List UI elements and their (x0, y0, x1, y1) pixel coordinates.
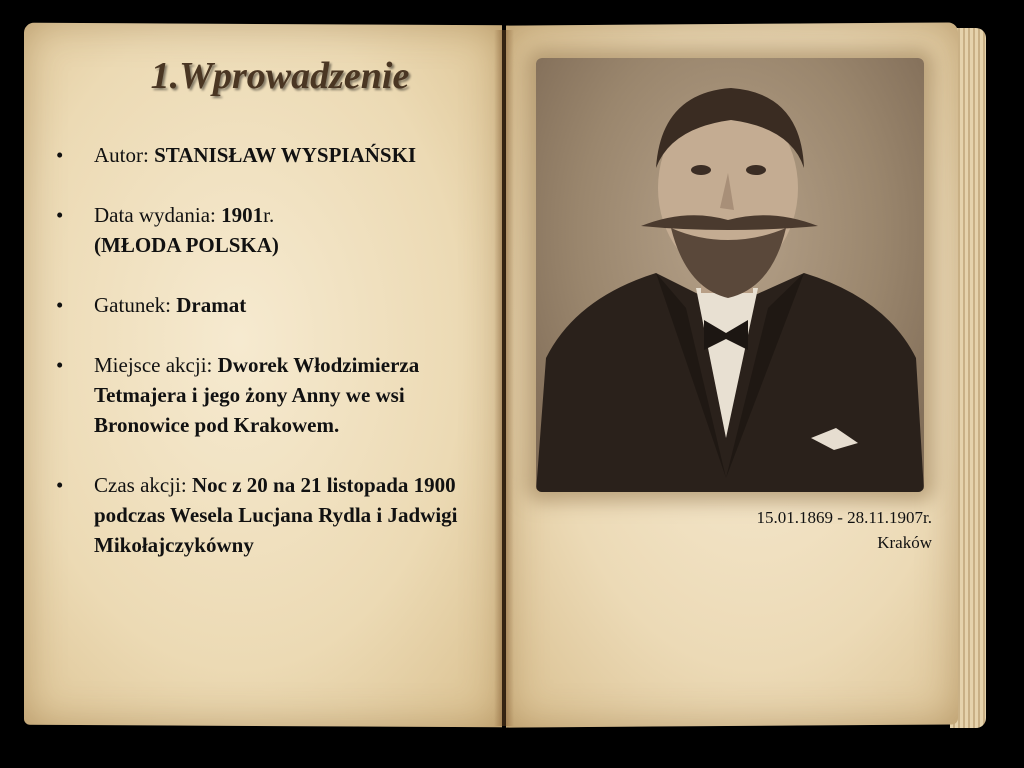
list-item-place (56, 350, 476, 440)
author-value: STANISŁAW WYSPIAŃSKI (154, 143, 417, 167)
date-value: 1901 (221, 203, 264, 227)
list-item-time (56, 470, 476, 560)
genre-value: Dramat (176, 293, 247, 317)
date-label: Data wydania: (94, 203, 222, 227)
place-label: Miejsce akcji: (94, 353, 218, 377)
portrait-illustration (536, 58, 924, 492)
birth-place: Kraków (877, 533, 932, 552)
book-spine (494, 30, 514, 726)
slide-title: 1.Wprowadzenie (150, 55, 410, 97)
list-item-date (56, 200, 476, 260)
list-item-author (56, 140, 476, 170)
author-portrait (536, 58, 924, 492)
date-suffix: r. (263, 203, 275, 227)
place-value: Dworek Włodzimierza Tetmajera i jego żony Anny we wsi Bronowice pod Krakowem. (94, 353, 420, 437)
time-label: Czas akcji: (94, 473, 192, 497)
author-label: Autor: (94, 143, 155, 167)
life-dates: 15.01.1869 - 28.11.1907r. (756, 508, 932, 527)
genre-label: Gatunek: (94, 293, 177, 317)
info-list (56, 140, 476, 590)
time-value: Noc z 20 na 21 listopada 1900 podczas Wesela Lucjana Rydla i Jadwigi Mikołajczykówny (94, 473, 458, 557)
portrait-caption (756, 505, 932, 555)
list-item-genre (56, 290, 476, 320)
epoch-value: (MŁODA POLSKA) (94, 233, 279, 257)
